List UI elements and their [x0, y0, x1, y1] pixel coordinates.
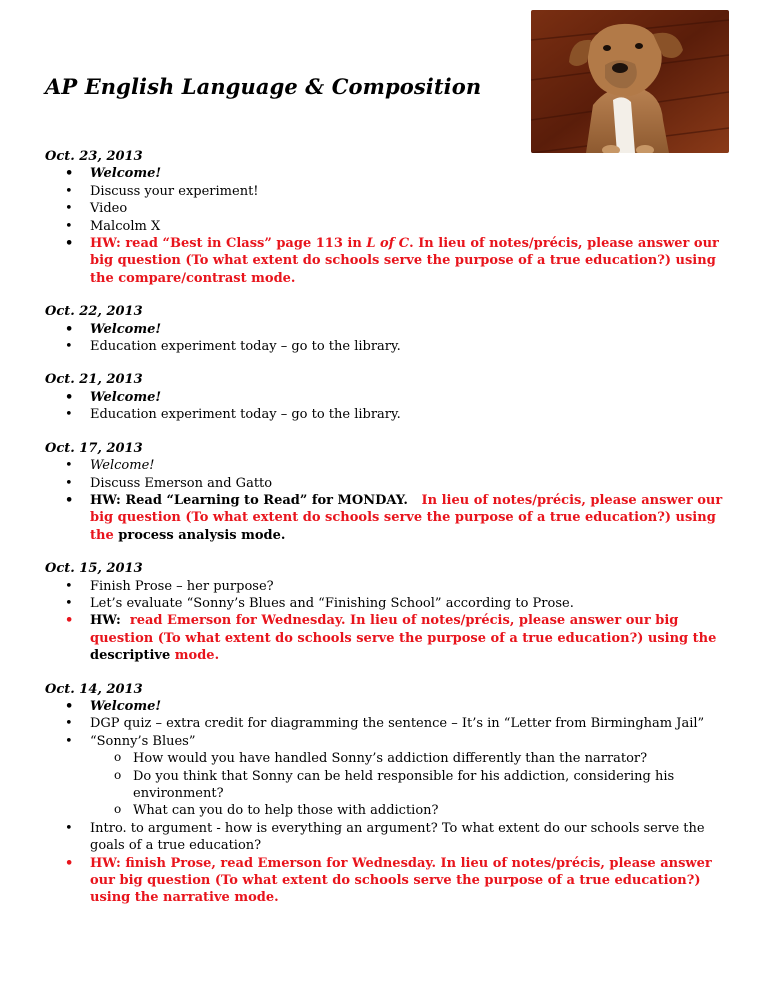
homework-mode: descriptive — [90, 648, 171, 664]
homework-text: HW: Read “Learning to Read” for MONDAY. — [90, 492, 408, 508]
homework-text: . In lieu of notes/précis, please answer our big question (To what extent do schools serve the purpose of a true education?) using the compare/contrast mode. — [90, 236, 719, 286]
list-item: • DGP quiz – extra credit for diagramming the sentence – It’s in “Letter from Birmingham Jail” — [45, 715, 735, 732]
day-oct-17 — [45, 440, 735, 544]
homework-item: • HW: finish Prose, read Emerson for Wednesday. In lieu of notes/précis, please answer our big question (To what extent do schools serve the purpose of a true education?) using the narrative mode. — [45, 855, 735, 907]
day-oct-15 — [45, 560, 735, 664]
day-items — [45, 457, 735, 544]
list-item: • Let’s evaluate “Sonny’s Blues and “Finishing School” according to Prose. — [45, 595, 735, 612]
homework-text: read Emerson for Wednesday. In lieu of notes/précis, please answer our big question (To what extent do schools serve the purpose of a true education?) using the — [90, 613, 717, 646]
homework-mode: process analysis mode. — [118, 527, 286, 543]
list-item: • Discuss Emerson and Gatto — [45, 475, 735, 492]
homework-text: mode. — [174, 648, 220, 664]
dog-photo — [531, 10, 729, 153]
list-item: • Discuss your experiment! — [45, 183, 735, 200]
list-item: • Intro. to argument - how is everything an argument? To what extent do our schools serve the goals of a true education? — [45, 820, 735, 855]
homework-text: HW: read “Best in Class” page 113 in — [90, 236, 367, 252]
day-items — [45, 698, 735, 907]
dog-photo-icon — [531, 10, 729, 153]
list-item: • Welcome! — [45, 165, 735, 182]
homework-item — [45, 612, 735, 664]
day-items — [45, 389, 735, 424]
day-oct-23 — [45, 148, 735, 287]
day-date: Oct. 22, 2013 — [45, 304, 143, 320]
sub-list-item: o Do you think that Sonny can be held responsible for his addiction, considering his environment? — [90, 768, 735, 803]
list-item: • Education experiment today – go to the library. — [45, 406, 735, 423]
day-items — [45, 165, 735, 287]
list-item: • Finish Prose – her purpose? — [45, 578, 735, 595]
list-item — [45, 733, 735, 820]
day-items — [45, 321, 735, 356]
agenda — [45, 148, 735, 923]
homework-item — [45, 492, 735, 544]
book-title: L of C — [366, 236, 410, 252]
day-oct-22 — [45, 303, 735, 355]
day-date: Oct. 17, 2013 — [45, 440, 143, 456]
page-title: AP English Language & Composition — [45, 74, 482, 99]
list-item: • Welcome! — [45, 321, 735, 338]
sub-list — [90, 750, 735, 820]
day-date: Oct. 14, 2013 — [45, 681, 143, 697]
list-item: • Video — [45, 200, 735, 217]
homework-text: In lieu of notes/précis, please answer our big question (To what extent do schools serve the purpose of a true education?) using the — [90, 492, 723, 543]
day-date: Oct. 21, 2013 — [45, 372, 143, 388]
list-item: • Welcome! — [45, 389, 735, 406]
list-item: • Malcolm X — [45, 218, 735, 235]
day-oct-21 — [45, 371, 735, 423]
day-items — [45, 578, 735, 665]
sub-list-item: o What can you do to help those with addiction? — [90, 802, 735, 819]
homework-item — [45, 235, 735, 287]
homework-text: HW: — [90, 613, 121, 629]
list-item: • Welcome! — [45, 457, 735, 474]
sub-list-item: o How would you have handled Sonny’s addiction differently than the narrator? — [90, 750, 735, 767]
list-item: • Education experiment today – go to the library. — [45, 338, 735, 355]
day-date: Oct. 15, 2013 — [45, 561, 143, 577]
day-oct-14 — [45, 681, 735, 907]
list-item: • Welcome! — [45, 698, 735, 715]
list-item-label: “Sonny’s Blues” — [90, 733, 196, 749]
day-date: Oct. 23, 2013 — [45, 149, 143, 164]
